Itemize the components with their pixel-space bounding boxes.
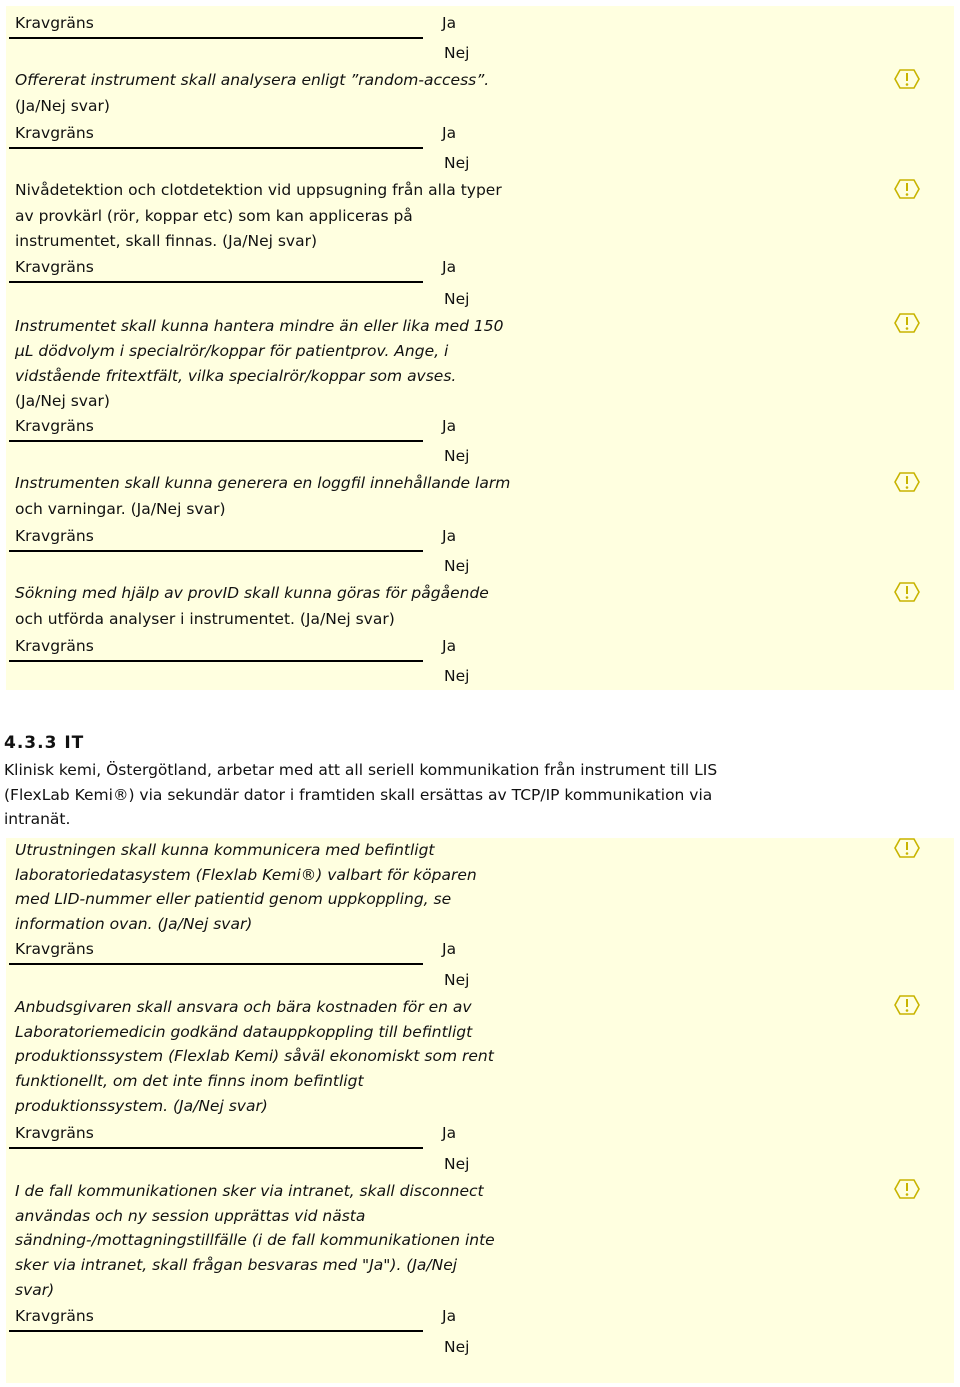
question-text-line: vidstående fritextfält, vilka specialrör/koppar som avses.: [15, 367, 457, 385]
warning-icon: [894, 179, 920, 199]
question-text-line: och varningar. (Ja/Nej svar): [15, 499, 226, 518]
warning-icon: [894, 995, 920, 1015]
question-text-line: användas och ny session upprättas vid nästa: [15, 1206, 366, 1225]
kravgrans-label: Kravgräns: [15, 1124, 94, 1142]
warning-icon: [894, 838, 920, 858]
question-text-line: (Ja/Nej svar): [15, 392, 110, 410]
question-text-line: laboratoriedatasystem (Flexlab Kemi®) valbart för köparen: [15, 865, 477, 884]
kravgrans-input-line[interactable]: [9, 660, 423, 662]
question-text-line: produktionssystem (Flexlab Kemi) såväl ekonomiskt som rent: [15, 1047, 494, 1066]
question-text-line: sker via intranet, skall frågan besvaras med "Ja"). (Ja/Nej: [15, 1256, 458, 1275]
kravgrans-label: Kravgräns: [15, 14, 94, 32]
question-text-line: Anbudsgivaren skall ansvara och bära kostnaden för en av: [15, 998, 472, 1016]
option-ja[interactable]: Ja: [442, 1124, 457, 1142]
option-ja[interactable]: Ja: [442, 258, 457, 276]
question-text-line: svar): [15, 1280, 55, 1299]
kravgrans-label: Kravgräns: [15, 1307, 94, 1325]
option-ja[interactable]: Ja: [442, 637, 457, 655]
kravgrans-input-line[interactable]: [9, 1330, 423, 1332]
question-text-line: Utrustningen skall kunna kommunicera med befintligt: [15, 841, 435, 859]
warning-icon: [894, 1179, 920, 1199]
question-text-line: Instrumentet skall kunna hantera mindre än eller lika med 150: [15, 317, 504, 335]
option-nej[interactable]: Nej: [444, 971, 470, 989]
question-text-line: Offererat instrument skall analysera enligt ”random-access”.: [15, 71, 490, 89]
warning-icon: [894, 472, 920, 492]
option-nej[interactable]: Nej: [444, 1155, 470, 1173]
section-paragraph-line: Klinisk kemi, Östergötland, arbetar med att all seriell kommunikation från instrument till LIS: [4, 761, 718, 779]
section-heading: 4.3.3 IT: [4, 733, 85, 753]
question-text-line: (Ja/Nej svar): [15, 96, 110, 115]
question-text-line: och utförda analyser i instrumentet. (Ja/Nej svar): [15, 609, 395, 628]
kravgrans-input-line[interactable]: [9, 37, 423, 39]
option-nej[interactable]: Nej: [444, 557, 470, 575]
kravgrans-label: Kravgräns: [15, 527, 94, 545]
question-text-line: information ovan. (Ja/Nej svar): [15, 915, 253, 934]
option-nej[interactable]: Nej: [444, 290, 470, 308]
question-text-line: sändning-/mottagningstillfälle (i de fall kommunikationen inte: [15, 1231, 495, 1250]
question-text-line: instrumentet, skall finnas. (Ja/Nej svar): [15, 232, 318, 250]
question-text-line: funktionellt, om det inte finns inom befintligt: [15, 1072, 364, 1091]
kravgrans-label: Kravgräns: [15, 124, 94, 142]
question-text-line: Nivådetektion och clotdetektion vid uppsugning från alla typer: [15, 181, 502, 199]
question-text-line: med LID-nummer eller patientid genom uppkoppling, se: [15, 890, 452, 909]
kravgrans-input-line[interactable]: [9, 550, 423, 552]
kravgrans-label: Kravgräns: [15, 417, 94, 435]
kravgrans-label: Kravgräns: [15, 258, 94, 276]
option-nej[interactable]: Nej: [444, 1338, 470, 1356]
kravgrans-input-line[interactable]: [9, 1147, 423, 1149]
kravgrans-label: Kravgräns: [15, 940, 94, 958]
question-text-line: Laboratoriemedicin godkänd datauppkoppling till befintligt: [15, 1022, 473, 1041]
question-text-line: av provkärl (rör, koppar etc) som kan appliceras på: [15, 206, 413, 225]
kravgrans-label: Kravgräns: [15, 637, 94, 655]
section-paragraph-line: intranät.: [4, 810, 71, 828]
option-nej[interactable]: Nej: [444, 447, 470, 465]
option-nej[interactable]: Nej: [444, 44, 470, 62]
warning-icon: [894, 313, 920, 333]
section-paragraph-line: (FlexLab Kemi®) via sekundär dator i framtiden skall ersättas av TCP/IP kommunikation via: [4, 785, 713, 804]
option-ja[interactable]: Ja: [442, 1307, 457, 1325]
option-ja[interactable]: Ja: [442, 417, 457, 435]
question-text-line: produktionssystem. (Ja/Nej svar): [15, 1096, 268, 1115]
question-text-line: Instrumenten skall kunna generera en loggfil innehållande larm: [15, 474, 511, 492]
option-ja[interactable]: Ja: [442, 527, 457, 545]
warning-icon: [894, 582, 920, 602]
question-text-line: I de fall kommunikationen sker via intranet, skall disconnect: [15, 1182, 484, 1200]
option-ja[interactable]: Ja: [442, 124, 457, 142]
kravgrans-input-line[interactable]: [9, 963, 423, 965]
kravgrans-input-line[interactable]: [9, 147, 423, 149]
option-ja[interactable]: Ja: [442, 14, 457, 32]
question-text-line: Sökning med hjälp av provID skall kunna göras för pågående: [15, 584, 489, 602]
warning-icon: [894, 69, 920, 89]
option-nej[interactable]: Nej: [444, 667, 470, 685]
option-ja[interactable]: Ja: [442, 940, 457, 958]
option-nej[interactable]: Nej: [444, 154, 470, 172]
kravgrans-input-line[interactable]: [9, 440, 423, 442]
kravgrans-input-line[interactable]: [9, 281, 423, 283]
question-text-line: µL dödvolym i specialrör/koppar för patientprov. Ange, i: [15, 342, 449, 360]
